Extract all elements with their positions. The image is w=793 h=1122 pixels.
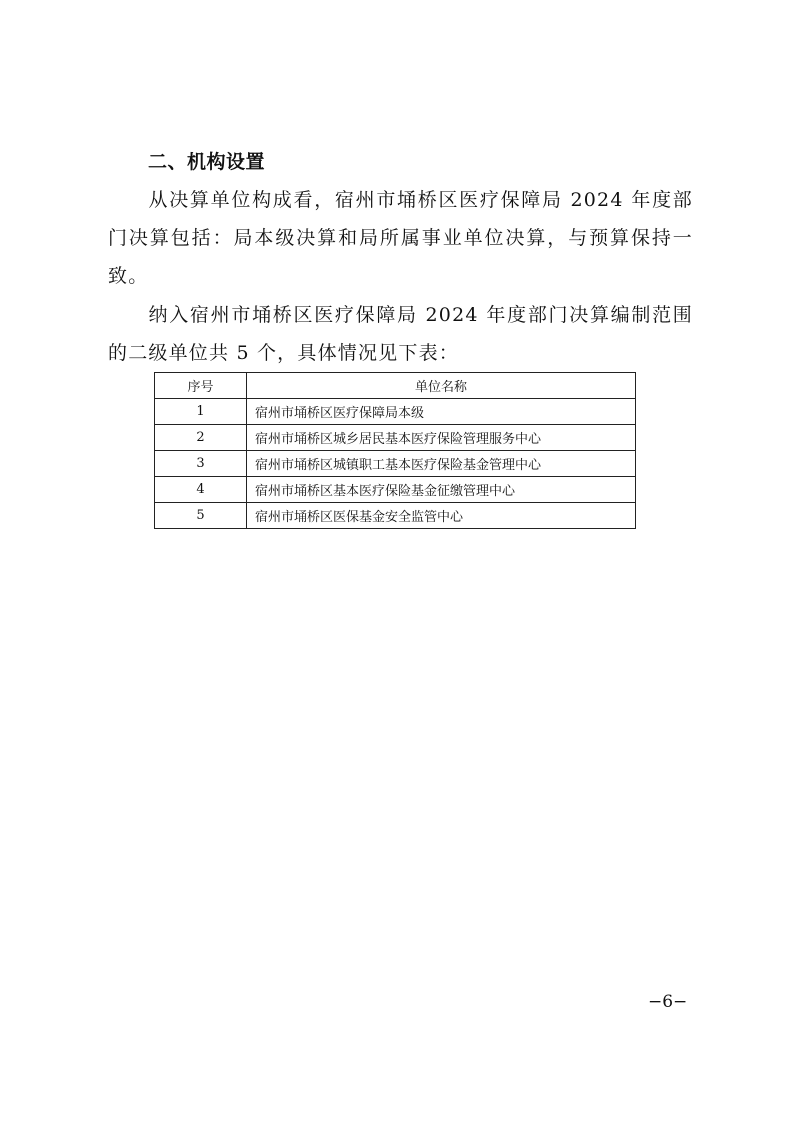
paragraph-secondary-units xyxy=(108,296,693,372)
table-row xyxy=(155,503,636,529)
page-number: −6− xyxy=(648,992,688,1012)
paragraph-unit-composition xyxy=(108,181,693,295)
row-no: 5 xyxy=(155,503,247,529)
row-unit-name: 宿州市埇桥区城乡居民基本医疗保险管理服务中心 xyxy=(247,425,636,451)
row-unit-name: 宿州市埇桥区医疗保障局本级 xyxy=(247,399,636,425)
table-row xyxy=(155,399,636,425)
table-row xyxy=(155,477,636,503)
row-unit-name: 宿州市埇桥区医保基金安全监管中心 xyxy=(247,503,636,529)
paragraph-secondary-units-text: 纳入宿州市埇桥区医疗保障局 2024 年度部门决算编制范围的二级单位共 5 个，具体情况见下表： xyxy=(108,304,693,364)
row-no: 1 xyxy=(155,399,247,425)
row-unit-name: 宿州市埇桥区基本医疗保险基金征缴管理中心 xyxy=(247,477,636,503)
column-header-no: 序号 xyxy=(155,373,247,399)
row-unit-name: 宿州市埇桥区城镇职工基本医疗保险基金管理中心 xyxy=(247,451,636,477)
table-header-row xyxy=(155,373,636,399)
units-table xyxy=(154,372,636,529)
row-no: 3 xyxy=(155,451,247,477)
paragraph-unit-composition-text: 从决算单位构成看，宿州市埇桥区医疗保障局 2024 年度部门决算包括：局本级决算和局所属事业单位决算，与预算保持一致。 xyxy=(108,189,693,287)
table-row xyxy=(155,451,636,477)
row-no: 4 xyxy=(155,477,247,503)
section-heading: 二、机构设置 xyxy=(148,151,266,173)
table-row xyxy=(155,425,636,451)
column-header-name: 单位名称 xyxy=(247,373,636,399)
row-no: 2 xyxy=(155,425,247,451)
